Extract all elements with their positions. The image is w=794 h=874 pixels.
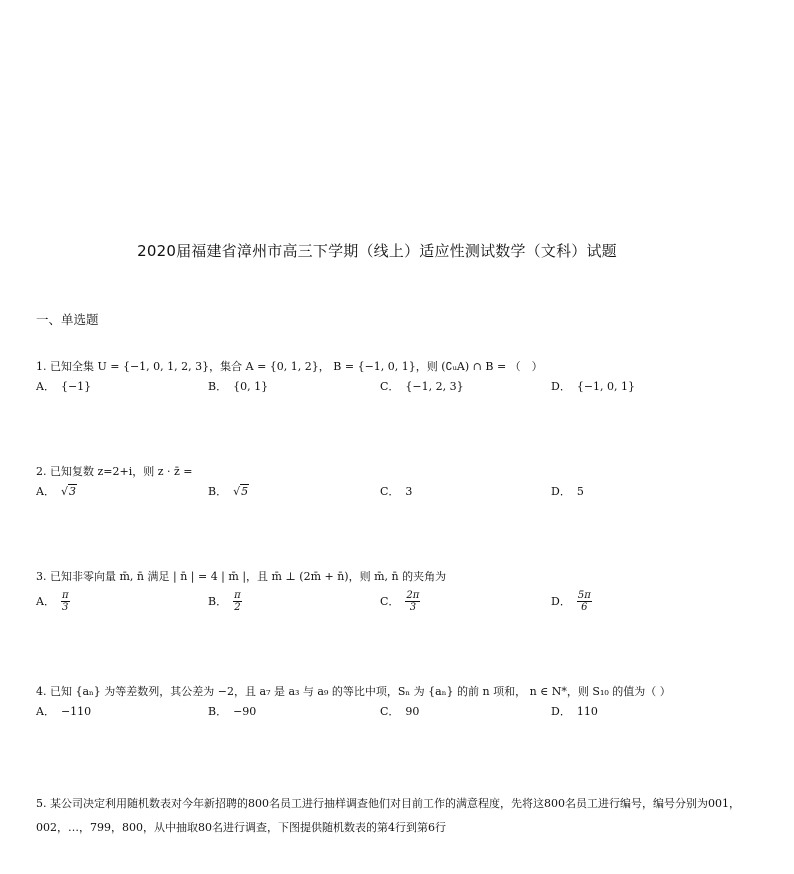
question-stem: 4. 已知 {aₙ} 为等差数列，其公差为 −2，且 a₇ 是 a₃ 与 a₉ 的等比中项，Sₙ 为 {aₙ} 的前 n 项和， n ∈ N*，则 S₁₀ 的值为（ ）	[36, 685, 671, 698]
question-3	[36, 570, 756, 624]
option-c: C． $\frac{2\pi}{3}$	[380, 590, 420, 613]
question-stem-line-2: 002，…，799，800，从中抽取80名进行调查，下图提供随机数表的第4行到第6行	[36, 821, 446, 834]
fraction: $\frac{5\pi}{6}$	[577, 590, 591, 613]
option-a: A． {−1}	[36, 380, 92, 393]
options-row	[36, 705, 756, 731]
option-d: D． $\frac{5\pi}{6}$	[551, 590, 591, 613]
question-stem-line-1: 5. 某公司决定利用随机数表对今年新招聘的800名员工进行抽样调查他们对目前工作的满意程度，先将这800名员工进行编号，编号分别为001，	[36, 797, 740, 810]
options-row	[36, 380, 756, 406]
option-c: C． 90	[380, 705, 420, 718]
sqrt-symbol: √5	[233, 485, 249, 498]
option-d: D． 5	[551, 485, 584, 498]
question-stem: 1. 已知全集 U = {−1, 0, 1, 2, 3}，集合 A = {0, 1, 2}， B = {−1, 0, 1}，则 (∁ᵤA) ∩ B = （ ）	[36, 360, 543, 373]
section-heading: 一、单选题	[36, 312, 99, 327]
question-5	[36, 792, 758, 840]
exam-title: 2020届福建省漳州市高三下学期（线上）适应性测试数学（文科）试题	[137, 242, 617, 260]
question-4	[36, 685, 756, 731]
option-b: B． √5	[208, 485, 249, 498]
option-a: A． √3	[36, 485, 76, 498]
question-stem: 3. 已知非零向量 m̄, n̄ 满足 | n̄ | = 4 | m̄ |，且 m̄ ⊥ (2m̄ + n̄)，则 m̄, n̄ 的夹角为	[36, 570, 447, 583]
option-d: D． {−1, 0, 1}	[551, 380, 636, 393]
question-2	[36, 465, 756, 511]
options-row	[36, 590, 756, 624]
option-c: C． {−1, 2, 3}	[380, 380, 464, 393]
option-a: A． −110	[36, 705, 92, 718]
option-b: B． $\frac{\pi}{2}$	[208, 590, 241, 613]
fraction: $\frac{2\pi}{3}$	[406, 590, 420, 613]
option-d: D． 110	[551, 705, 598, 718]
sqrt-symbol: √3	[60, 485, 76, 498]
fraction: $\frac{\pi}{3}$	[61, 590, 69, 613]
question-stem: 2. 已知复数 z=2+i，则 z · z̄ =	[36, 465, 193, 478]
question-1	[36, 360, 756, 406]
option-a: A． $\frac{\pi}{3}$	[36, 590, 69, 613]
options-row	[36, 485, 756, 511]
option-c: C． 3	[380, 485, 413, 498]
option-b: B． −90	[208, 705, 257, 718]
fraction: $\frac{\pi}{2}$	[234, 590, 241, 613]
option-b: B． {0, 1}	[208, 380, 269, 393]
